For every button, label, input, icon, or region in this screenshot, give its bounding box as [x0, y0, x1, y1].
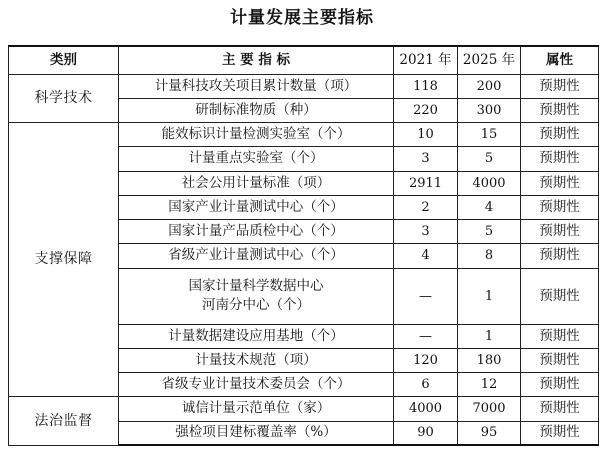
value-2021: 118 — [394, 74, 458, 98]
indicator-name: 省级产业计量测试中心（个） — [119, 244, 394, 268]
header-2021: 2021 年 — [394, 46, 458, 74]
value-2025: 4 — [458, 195, 521, 219]
indicator-name: 计量重点实验室（个） — [119, 147, 394, 171]
value-2025: 1 — [458, 324, 521, 348]
indicator-name: 计量数据建设应用基地（个） — [119, 324, 394, 348]
attribute-cell: 预期性 — [521, 147, 599, 171]
value-2025: 200 — [458, 74, 521, 98]
value-2025: 1 — [458, 268, 521, 324]
table-row — [9, 397, 599, 421]
indicator-name: 计量科技攻关项目累计数量（项） — [119, 74, 394, 98]
indicator-name: 诚信计量示范单位（家） — [119, 397, 394, 421]
indicator-name: 省级专业计量技术委员会（个） — [119, 373, 394, 397]
indicator-name: 能效标识计量检测实验室（个） — [119, 123, 394, 147]
indicator-name: 国家计量产品质检中心（个） — [119, 220, 394, 244]
attribute-cell: 预期性 — [521, 74, 599, 98]
indicator-name: 社会公用计量标准（项） — [119, 171, 394, 195]
value-2025: 300 — [458, 98, 521, 122]
value-2021: 120 — [394, 348, 458, 372]
table-row — [9, 123, 599, 147]
category-science-tech: 科学技术 — [9, 74, 119, 123]
indicators-table — [8, 45, 599, 446]
value-2021: 220 — [394, 98, 458, 122]
value-2021: 4 — [394, 244, 458, 268]
value-2025: 7000 — [458, 397, 521, 421]
value-2025: 95 — [458, 421, 521, 445]
category-legal-supervision: 法治监督 — [9, 397, 119, 446]
value-2021: — — [394, 324, 458, 348]
header-category: 类别 — [9, 46, 119, 74]
indicator-name: 国家产业计量测试中心（个） — [119, 195, 394, 219]
value-2025: 5 — [458, 147, 521, 171]
attribute-cell: 预期性 — [521, 171, 599, 195]
indicator-name-line-1: 国家计量科学数据中心 — [188, 278, 324, 294]
attribute-cell: 预期性 — [521, 324, 599, 348]
indicator-name: 研制标准物质（种） — [119, 98, 394, 122]
value-2025: 4000 — [458, 171, 521, 195]
attribute-cell: 预期性 — [521, 397, 599, 421]
attribute-cell: 预期性 — [521, 268, 599, 324]
value-2021: 3 — [394, 220, 458, 244]
page-title: 计量发展主要指标 — [230, 8, 374, 28]
table-row — [9, 74, 599, 98]
value-2025: 12 — [458, 373, 521, 397]
value-2025: 180 — [458, 348, 521, 372]
indicator-name: 强检项目建标覆盖率（%） — [119, 421, 394, 445]
value-2021: 2 — [394, 195, 458, 219]
attribute-cell: 预期性 — [521, 220, 599, 244]
indicator-name-line-2: 河南分中心（个） — [202, 297, 310, 313]
attribute-cell: 预期性 — [521, 373, 599, 397]
indicator-name — [119, 268, 394, 324]
category-support: 支撑保障 — [9, 123, 119, 397]
header-2025: 2025 年 — [458, 46, 521, 74]
indicator-name: 计量技术规范（项） — [119, 348, 394, 372]
table-header-row — [9, 46, 599, 74]
attribute-cell: 预期性 — [521, 421, 599, 445]
value-2025: 15 — [458, 123, 521, 147]
attribute-cell: 预期性 — [521, 244, 599, 268]
value-2025: 8 — [458, 244, 521, 268]
value-2021: 2911 — [394, 171, 458, 195]
attribute-cell: 预期性 — [521, 348, 599, 372]
value-2021: 90 — [394, 421, 458, 445]
value-2025: 5 — [458, 220, 521, 244]
value-2021: 10 — [394, 123, 458, 147]
attribute-cell: 预期性 — [521, 123, 599, 147]
header-attribute: 属性 — [521, 46, 599, 74]
attribute-cell: 预期性 — [521, 98, 599, 122]
value-2021: 4000 — [394, 397, 458, 421]
value-2021: — — [394, 268, 458, 324]
header-indicator: 主 要 指 标 — [119, 46, 394, 74]
value-2021: 6 — [394, 373, 458, 397]
attribute-cell: 预期性 — [521, 195, 599, 219]
value-2021: 3 — [394, 147, 458, 171]
